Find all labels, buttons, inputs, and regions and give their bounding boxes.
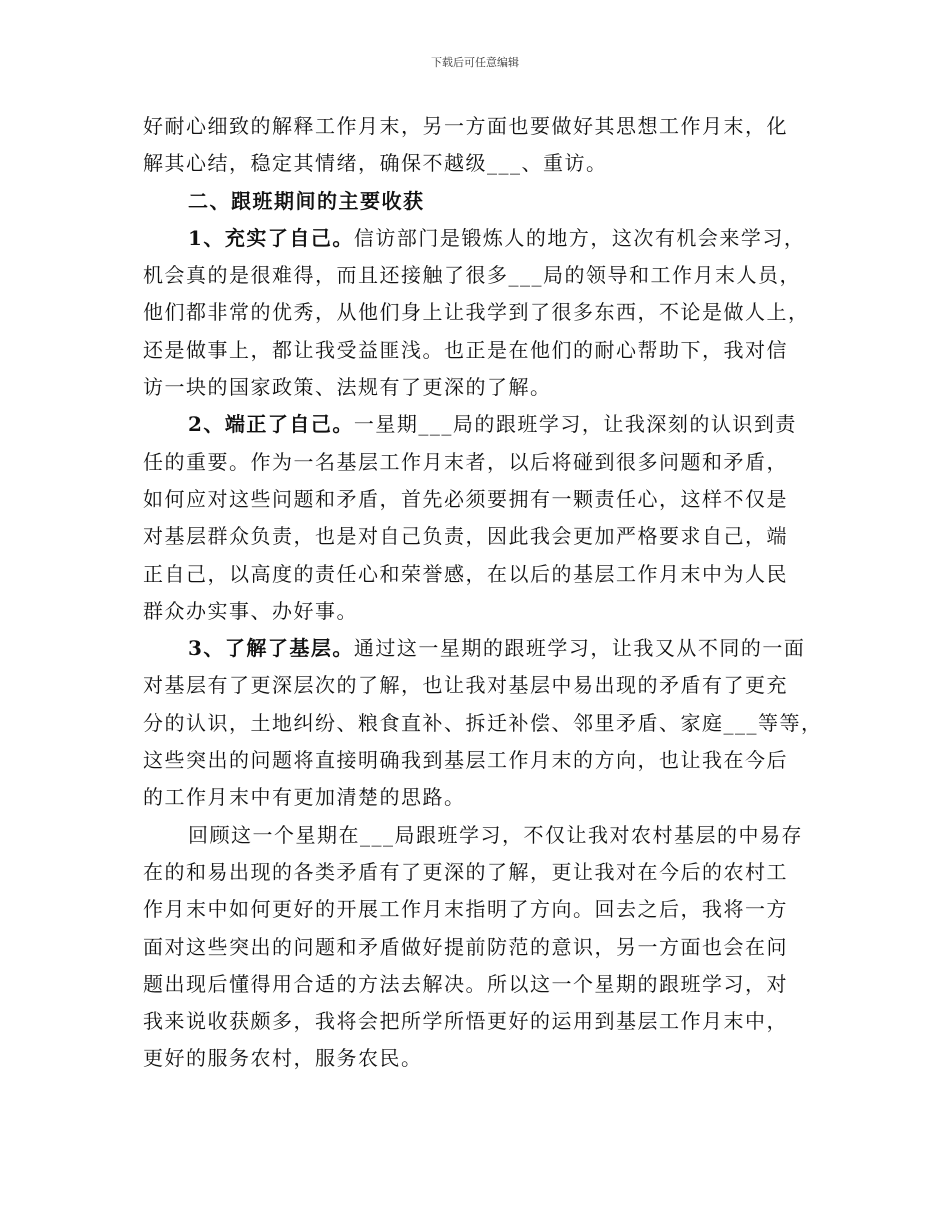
text-line: 机会真的是很难得，而且还接触了很多___局的领导和工作月末人员， bbox=[143, 263, 801, 288]
text-line: 分的认识，土地纠纷、粮食直补、拆迁补偿、邻里矛盾、家庭___等等， bbox=[143, 710, 823, 735]
document-body bbox=[143, 108, 823, 1078]
text-line: 对基层有了更深层次的了解，也让我对基层中易出现的矛盾有了更充 bbox=[143, 673, 788, 698]
page-header: 下载后可任意编辑 bbox=[431, 56, 519, 69]
paragraph-enrich-self bbox=[143, 220, 813, 406]
paragraph-continuation bbox=[143, 108, 813, 183]
text-line: 如何应对这些问题和矛盾，首先必须要拥有一颗责任心，这样不仅是 bbox=[143, 486, 788, 511]
text-line: 好耐心细致的解释工作月末，另一方面也要做好其思想工作月末，化 bbox=[143, 114, 788, 138]
text-line: 题出现后懂得用合适的方法去解决。所以这一个星期的跟班学习，对 bbox=[143, 971, 788, 996]
text-line: 这些突出的问题将直接明确我到基层工作月末的方向，也让我在今后 bbox=[143, 748, 788, 773]
text-line: 作月末中如何更好的开展工作月末指明了方向。回去之后，我将一方 bbox=[143, 897, 788, 922]
paragraph-correct-self bbox=[143, 406, 813, 630]
text-line: 我来说收获颇多，我将会把所学所悟更好的运用到基层工作月末中， bbox=[143, 1009, 788, 1034]
section-heading: 二、跟班期间的主要收获 bbox=[188, 188, 425, 213]
text-line: 的工作月末中有更加清楚的思路。 bbox=[143, 785, 466, 810]
text-line bbox=[143, 406, 813, 443]
text-run: 通过这一星期的跟班学习，让我又从不同的一面 bbox=[353, 636, 806, 661]
text-line: 任的重要。作为一名基层工作月末者，以后将碰到很多问题和矛盾， bbox=[143, 449, 788, 474]
text-line: 解其心结，稳定其情绪，确保不越级___、重访。 bbox=[143, 151, 608, 176]
paragraph-lead: 3、了解了基层。 bbox=[188, 636, 354, 661]
text-run: 信访部门是锻炼人的地方，这次有机会来学习， bbox=[353, 225, 806, 250]
text-line: 在的和易出现的各类矛盾有了更深的了解，更让我对在今后的农村工 bbox=[143, 859, 788, 884]
text-line: 访一块的国家政策、法规有了更深的了解。 bbox=[143, 375, 552, 400]
paragraph-lead: 1、充实了自己。 bbox=[188, 225, 354, 250]
paragraph-review bbox=[143, 817, 813, 1078]
text-run: 一星期___局的跟班学习，让我深刻的认识到责 bbox=[353, 412, 797, 437]
text-line: 还是做事上，都让我受益匪浅。也正是在他们的耐心帮助下，我对信 bbox=[143, 337, 788, 362]
text-line: 对基层群众负责，也是对自己负责，因此我会更加严格要求自己，端 bbox=[143, 524, 788, 549]
text-line: 更好的服务农村，服务农民。 bbox=[143, 1046, 423, 1071]
paragraph-lead: 2、端正了自己。 bbox=[188, 412, 354, 437]
text-line bbox=[143, 630, 813, 667]
text-line: 回顾这一个星期在___局跟班学习，不仅让我对农村基层的中易存 bbox=[188, 822, 803, 847]
paragraph-understand-grassroots bbox=[143, 630, 823, 816]
text-line: 群众办实事、办好事。 bbox=[143, 598, 358, 623]
text-line: 正自己，以高度的责任心和荣誉感，在以后的基层工作月末中为人民 bbox=[143, 561, 788, 586]
text-line bbox=[143, 220, 813, 257]
text-line: 他们都非常的优秀，从他们身上让我学到了很多东西，不论是做人上， bbox=[143, 300, 810, 325]
text-line: 面对这些突出的问题和矛盾做好提前防范的意识，另一方面也会在问 bbox=[143, 934, 788, 959]
